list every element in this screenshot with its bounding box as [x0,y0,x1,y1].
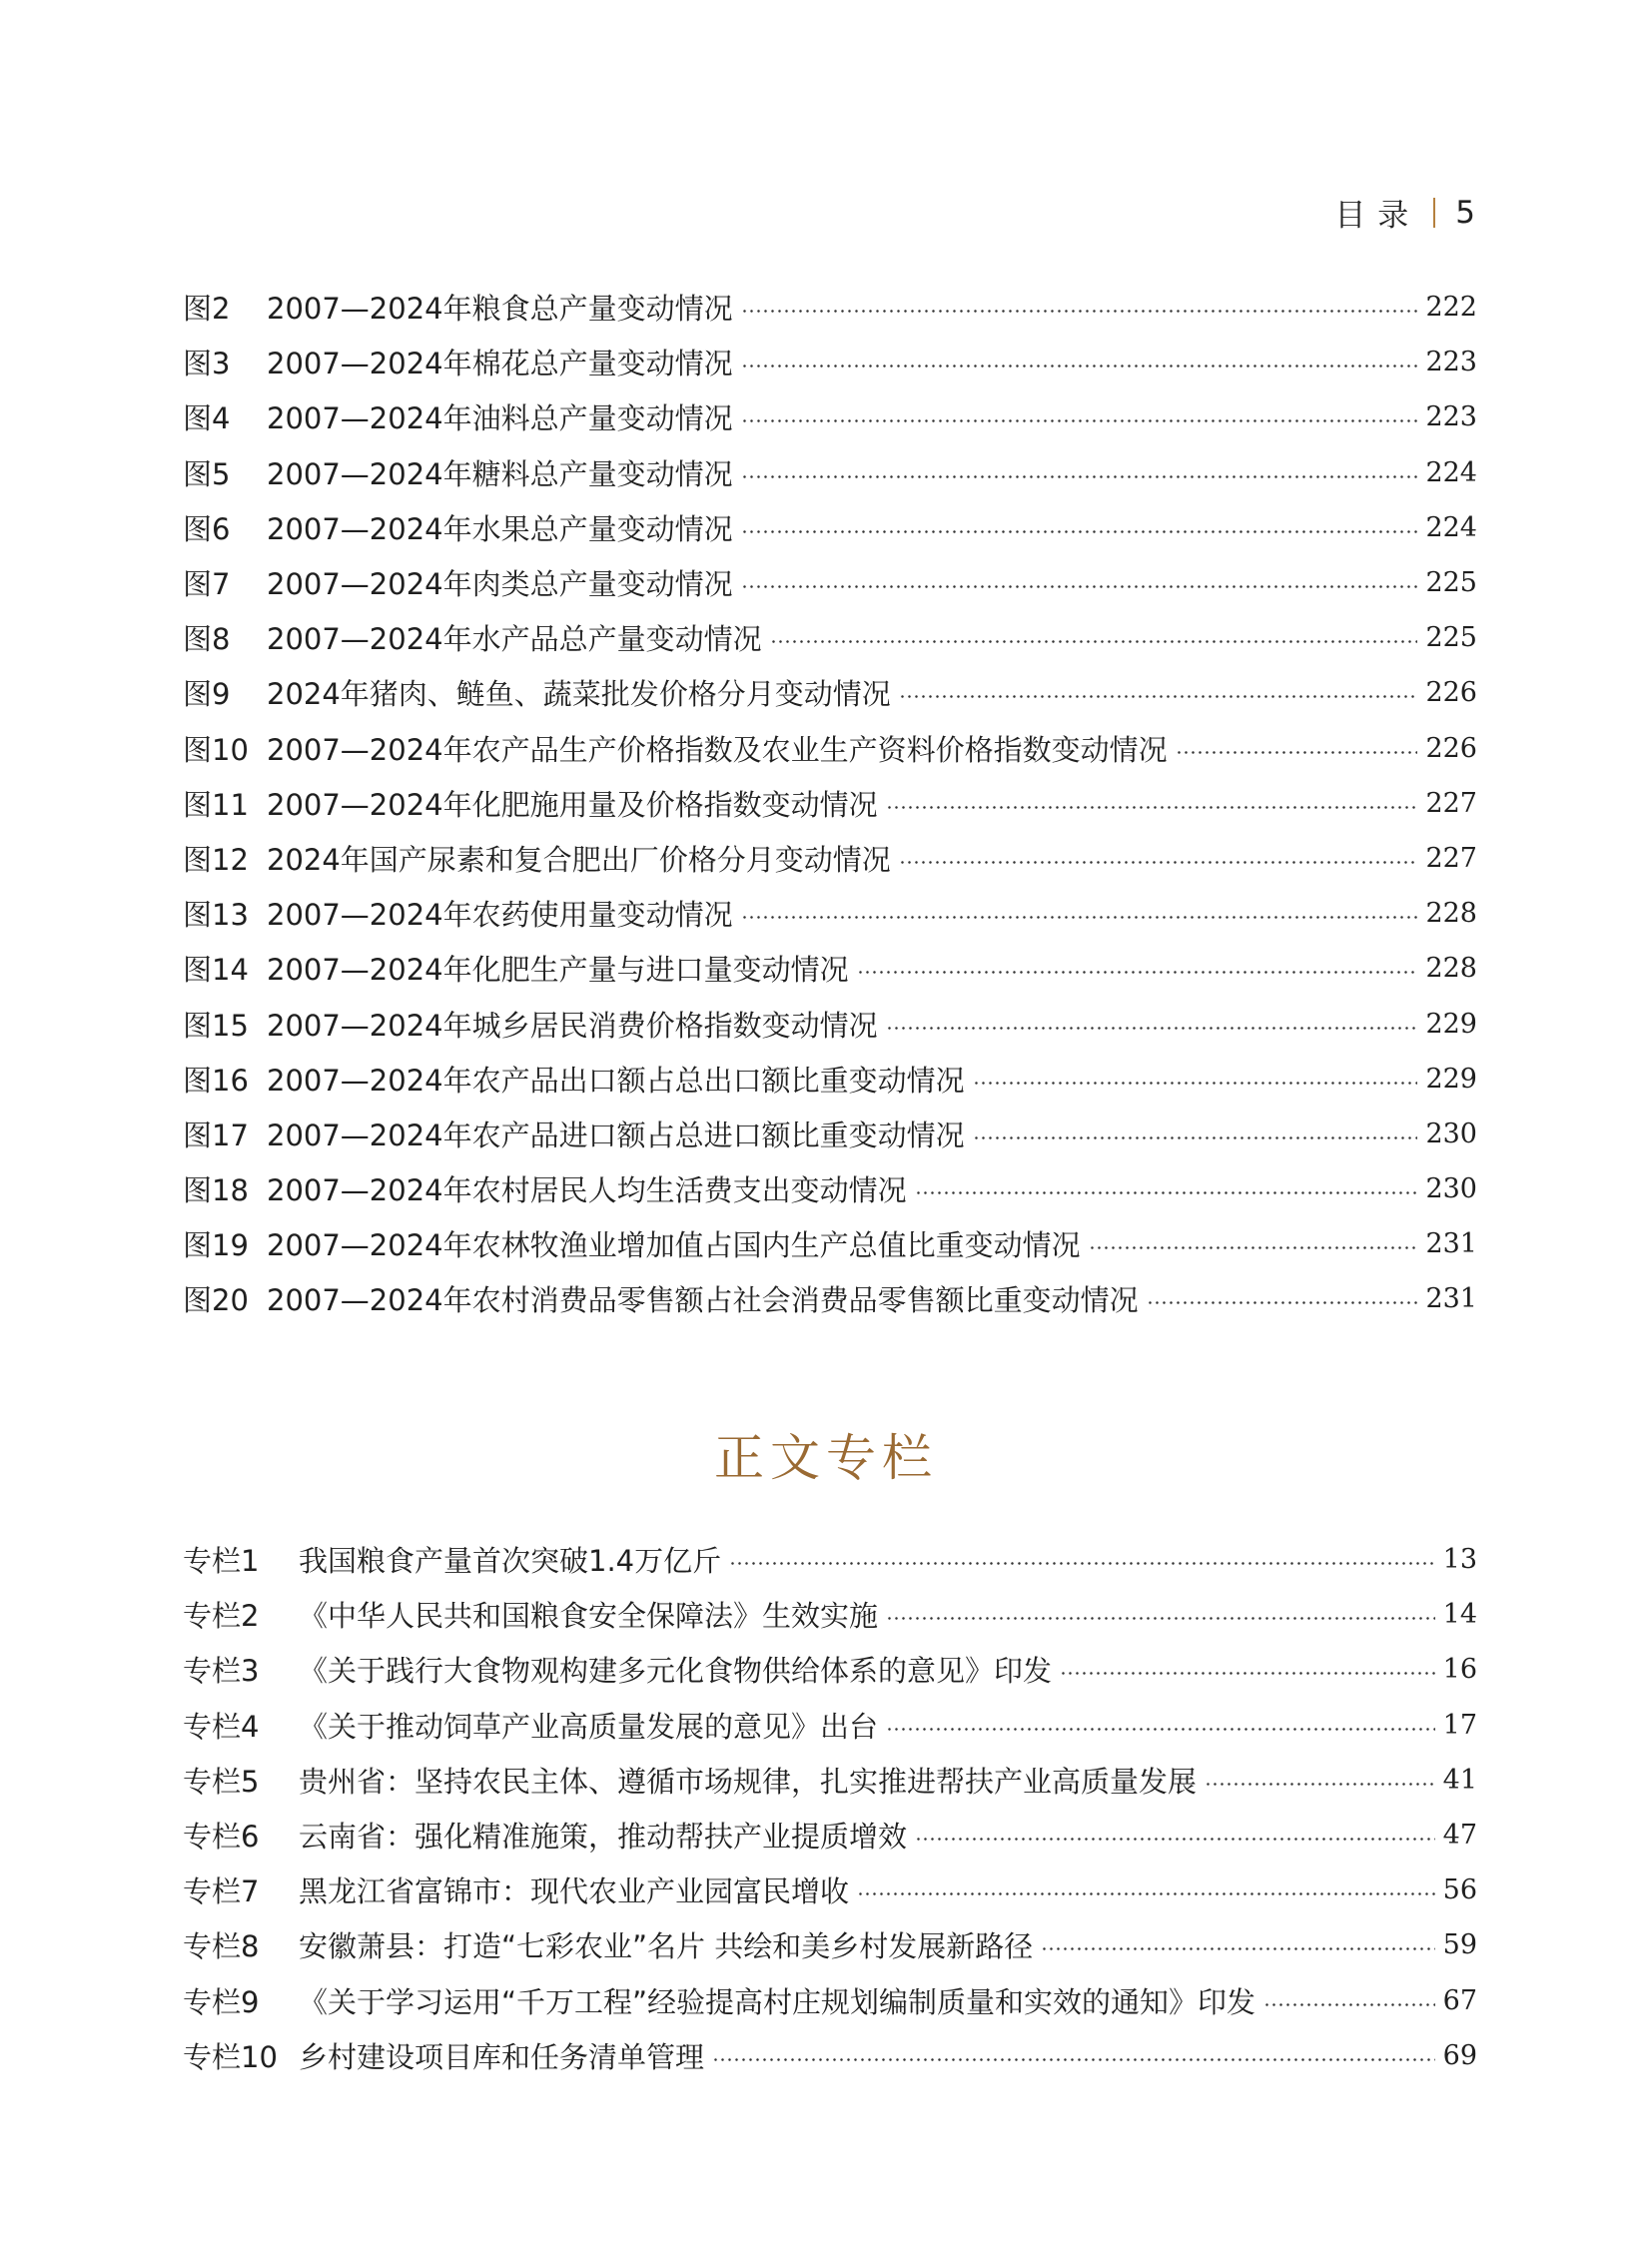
toc-entry-title: 2007—2024年农产品生产价格指数及农业生产资料价格指数变动情况 [267,732,1168,767]
dot-leader [741,365,1418,368]
toc-entry-title: 2007—2024年农产品进口额占总进口额比重变动情况 [267,1118,965,1152]
toc-entry-page: 228 [1425,953,1477,985]
toc-entry-title: 《关于推动饲草产业高质量发展的意见》出台 [299,1709,879,1744]
dot-leader [741,475,1418,478]
toc-entry-page: 223 [1425,401,1477,433]
figure-toc-entry[interactable] [183,555,1477,610]
column-toc-entry[interactable] [183,1698,1477,1753]
header-section-title: 目 录 [1334,198,1410,234]
figure-toc-entry[interactable] [183,886,1477,941]
toc-entry-label: 专栏9 [183,1984,260,2019]
header-page-number: 5 [1455,194,1476,231]
column-toc-entry[interactable] [183,1863,1477,1917]
toc-entry-page: 223 [1425,347,1477,378]
figure-toc-entry[interactable] [183,996,1477,1051]
toc-entry-title: 2024年猪肉、鲢鱼、蔬菜批发价格分月变动情况 [267,677,891,712]
figure-toc-entry[interactable] [183,941,1477,996]
toc-entry-label: 专栏8 [183,1929,260,1964]
toc-entry-label: 专栏7 [183,1874,260,1909]
toc-entry-page: 229 [1425,1063,1477,1095]
toc-entry-label: 图12 [183,842,249,877]
column-toc-entry[interactable] [183,1753,1477,1808]
page-header [1334,190,1476,235]
toc-entry-title: 《关于学习运用“千万工程”经验提高村庄规划编制质量和实效的通知》印发 [299,1984,1256,2019]
toc-entry-page: 231 [1425,1228,1477,1260]
toc-entry-label: 图7 [183,567,231,602]
toc-entry-label: 专栏3 [183,1654,260,1689]
toc-entry-label: 专栏2 [183,1599,260,1634]
figure-toc-entry[interactable] [183,1216,1477,1271]
section-title: 正文专栏 [714,1429,938,1487]
toc-entry-title: 2007—2024年粮食总产量变动情况 [267,292,733,327]
toc-entry-label: 图10 [183,732,249,767]
figure-toc-entry[interactable] [183,445,1477,500]
dot-leader [886,1617,1435,1620]
toc-entry-title: 安徽萧县：打造“七彩农业”名片 共绘和美乡村发展新路径 [299,1929,1034,1964]
toc-entry-label: 图8 [183,622,231,657]
toc-entry-title: 2007—2024年农村居民人均生活费支出变动情况 [267,1173,907,1208]
toc-entry-label: 图16 [183,1063,249,1098]
toc-entry-label: 图13 [183,898,249,933]
toc-entry-title: 2007—2024年化肥生产量与进口量变动情况 [267,953,849,988]
dot-leader [886,806,1418,809]
toc-entry-title: 《关于践行大食物观构建多元化食物供给体系的意见》印发 [299,1654,1053,1689]
toc-entry-title: 2007—2024年城乡居民消费价格指数变动情况 [267,1008,878,1043]
figure-toc-entry[interactable] [183,665,1477,720]
toc-entry-title: 2007—2024年水产品总产量变动情况 [267,622,762,657]
column-toc-entry[interactable] [183,1973,1477,2028]
figure-toc-list [183,280,1477,1327]
dot-leader [729,1562,1435,1565]
dot-leader [973,1136,1418,1139]
toc-entry-page: 56 [1442,1874,1477,1906]
toc-entry-page: 14 [1442,1599,1477,1631]
dot-leader [770,640,1418,643]
toc-entry-label: 专栏1 [183,1544,260,1579]
toc-entry-label: 图2 [183,292,231,327]
toc-entry-label: 专栏10 [183,2039,278,2074]
dot-leader [741,419,1418,422]
toc-entry-label: 图11 [183,787,249,822]
figure-toc-entry[interactable] [183,1161,1477,1216]
toc-entry-label: 图18 [183,1173,249,1208]
dot-leader [886,1728,1435,1731]
dot-leader [741,916,1418,919]
dot-leader [857,971,1418,974]
toc-entry-label: 图5 [183,456,231,491]
header-divider [1433,198,1435,228]
dot-leader [1263,2003,1435,2006]
figure-toc-entry[interactable] [183,1107,1477,1161]
toc-entry-label: 专栏5 [183,1764,260,1799]
figure-toc-entry[interactable] [183,389,1477,444]
figure-toc-entry[interactable] [183,1271,1477,1326]
figure-toc-entry[interactable] [183,280,1477,335]
dot-leader [899,861,1418,864]
column-toc-entry[interactable] [183,1917,1477,1972]
dot-leader [857,1892,1435,1895]
toc-entry-label: 图20 [183,1283,249,1318]
toc-entry-page: 224 [1425,511,1477,543]
column-toc-entry[interactable] [183,1642,1477,1697]
toc-entry-title: 乡村建设项目库和任务清单管理 [299,2039,705,2074]
toc-entry-page: 227 [1425,842,1477,874]
toc-entry-page: 67 [1442,1984,1477,2016]
figure-toc-entry[interactable] [183,610,1477,665]
dot-leader [915,1838,1435,1841]
dot-leader [973,1082,1418,1085]
toc-entry-label: 专栏6 [183,1820,260,1855]
toc-entry-page: 41 [1442,1764,1477,1796]
toc-entry-page: 227 [1425,787,1477,819]
toc-entry-page: 230 [1425,1118,1477,1149]
toc-entry-title: 2007—2024年农产品出口额占总出口额比重变动情况 [267,1063,965,1098]
toc-entry-label: 图3 [183,347,231,381]
toc-entry-page: 225 [1425,567,1477,599]
column-toc-entry[interactable] [183,1587,1477,1642]
toc-entry-page: 59 [1442,1929,1477,1961]
toc-entry-title: 云南省：强化精准施策，推动帮扶产业提质增效 [299,1820,908,1855]
figure-toc-entry[interactable] [183,500,1477,555]
dot-leader [712,2058,1435,2061]
toc-entry-page: 225 [1425,622,1477,654]
dot-leader [1060,1672,1435,1675]
toc-entry-page: 226 [1425,732,1477,764]
figure-toc-entry[interactable] [183,335,1477,389]
toc-entry-title: 2007—2024年棉花总产量变动情况 [267,347,733,381]
toc-entry-page: 231 [1425,1283,1477,1315]
toc-entry-page: 229 [1425,1008,1477,1040]
toc-entry-label: 专栏4 [183,1709,260,1744]
dot-leader [1176,751,1418,754]
toc-entry-label: 图4 [183,401,231,436]
toc-entry-page: 17 [1442,1709,1477,1741]
toc-entry-title: 贵州省：坚持农民主体、遵循市场规律，扎实推进帮扶产业高质量发展 [299,1764,1198,1799]
toc-entry-title: 2007—2024年油料总产量变动情况 [267,401,733,436]
toc-entry-label: 图15 [183,1008,249,1043]
toc-entry-label: 图6 [183,511,231,546]
dot-leader [1205,1783,1435,1786]
toc-entry-title: 2007—2024年肉类总产量变动情况 [267,567,733,602]
toc-entry-page: 16 [1442,1654,1477,1686]
toc-entry-page: 226 [1425,677,1477,709]
toc-entry-title: 2007—2024年水果总产量变动情况 [267,511,733,546]
dot-leader [1147,1301,1418,1304]
toc-entry-label: 图19 [183,1228,249,1263]
dot-leader [1089,1246,1418,1249]
dot-leader [741,530,1418,533]
figure-toc-entry[interactable] [183,1052,1477,1107]
toc-entry-label: 图17 [183,1118,249,1152]
figure-toc-entry[interactable] [183,776,1477,831]
toc-entry-title: 2007—2024年农林牧渔业增加值占国内生产总值比重变动情况 [267,1228,1081,1263]
toc-entry-page: 13 [1442,1544,1477,1576]
toc-entry-title: 2007—2024年糖料总产量变动情况 [267,456,733,491]
dot-leader [1041,1947,1434,1950]
column-toc-entry[interactable] [183,2028,1477,2083]
toc-entry-label: 图9 [183,677,231,712]
column-toc-list [183,1532,1477,2083]
dot-leader [899,695,1418,698]
toc-entry-page: 228 [1425,898,1477,930]
figure-toc-entry[interactable] [183,831,1477,886]
toc-entry-page: 69 [1442,2039,1477,2071]
toc-entry-title: 《中华人民共和国粮食安全保障法》生效实施 [299,1599,879,1634]
toc-entry-title: 黑龙江省富锦市：现代农业产业园富民增收 [299,1874,850,1909]
toc-entry-title: 2007—2024年农村消费品零售额占社会消费品零售额比重变动情况 [267,1283,1139,1318]
column-toc-entry[interactable] [183,1532,1477,1587]
column-toc-entry[interactable] [183,1808,1477,1863]
dot-leader [915,1191,1418,1194]
toc-entry-page: 47 [1442,1820,1477,1852]
figure-toc-entry[interactable] [183,721,1477,776]
toc-entry-label: 图14 [183,953,249,988]
toc-entry-title: 2024年国产尿素和复合肥出厂价格分月变动情况 [267,842,891,877]
dot-leader [741,310,1418,313]
toc-entry-page: 222 [1425,292,1477,324]
dot-leader [886,1027,1418,1030]
toc-entry-title: 2007—2024年化肥施用量及价格指数变动情况 [267,787,878,822]
toc-entry-page: 230 [1425,1173,1477,1205]
toc-entry-page: 224 [1425,456,1477,488]
toc-entry-title: 2007—2024年农药使用量变动情况 [267,898,733,933]
toc-entry-title: 我国粮食产量首次突破1.4万亿斤 [299,1544,722,1579]
dot-leader [741,585,1418,588]
